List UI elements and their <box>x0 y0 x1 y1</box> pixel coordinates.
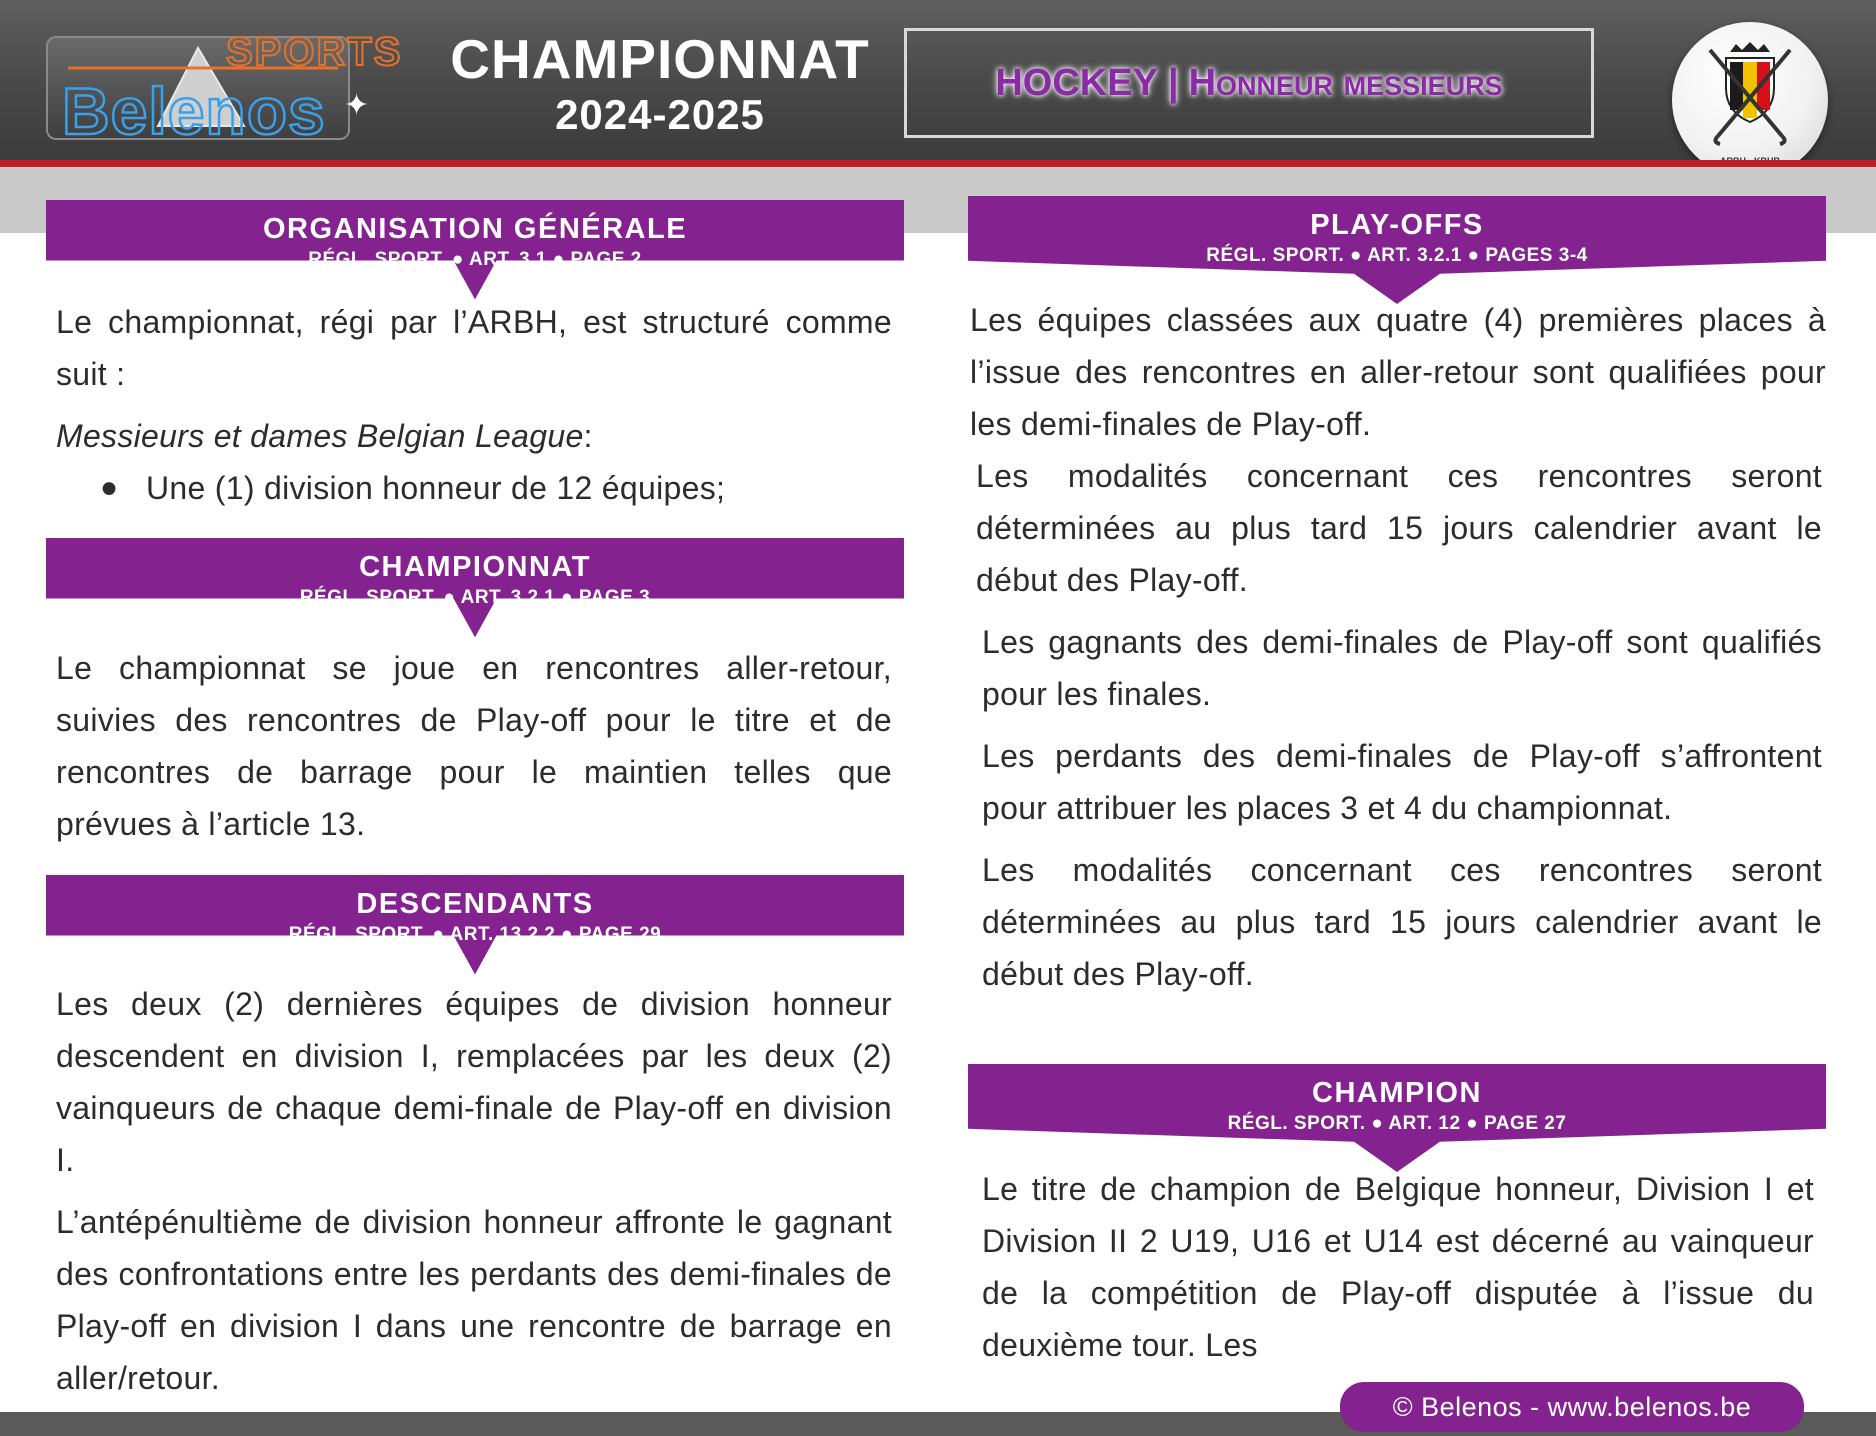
page-title: CHAMPIONNAT <box>450 28 870 90</box>
federation-crest-icon <box>1700 40 1800 160</box>
logo-brand-text: Belenos <box>62 74 326 148</box>
section-title: CHAMPION <box>1312 1077 1482 1109</box>
category-box <box>904 28 1594 138</box>
organisation-league-colon: : <box>583 418 593 454</box>
section-reference: RÉGL. SPORT. ● ART. 3.2.1 ● PAGE 3 <box>299 587 651 608</box>
champion-text: Le titre de champion de Belgique honneur, Division I et Division II 2 U19, U16 et U14 est décerné au vainqueur de la compétition de Play-off disputée à l’issue du deuxième tour. Les <box>982 1171 1814 1363</box>
banner-champion <box>968 1064 1826 1172</box>
playoffs-paragraph-4: Les perdants des demi-finales de Play-off s’affrontent pour attribuer les places 3 et 4 du championnat. <box>982 738 1822 826</box>
descendants-paragraph-1: Les deux (2) dernières équipes de division honneur descendent en division I, remplacées par les deux (2) vainqueurs de chaque demi-finale de Play-off en division I. <box>56 986 892 1178</box>
bullet-icon: ● <box>100 471 119 504</box>
organisation-intro: Le championnat, régi par l’ARBH, est structuré comme suit : <box>56 304 892 392</box>
logo-star-icon: ✦ <box>344 89 370 122</box>
header-red-stripe <box>0 160 1876 167</box>
page-header <box>0 0 1876 160</box>
section-reference: RÉGL. SPORT. ● ART. 3.1 ● PAGE 2 <box>308 249 642 270</box>
belenos-logo <box>46 28 426 148</box>
category-sport: HOCKEY <box>995 61 1158 104</box>
section-reference: RÉGL. SPORT. ● ART. 3.2.1 ● PAGES 3-4 <box>1206 245 1588 266</box>
banner-playoffs <box>968 196 1826 304</box>
organisation-bullet-text: Une (1) division honneur de 12 équipes; <box>146 470 726 506</box>
playoffs-paragraph-3: Les gagnants des demi-finales de Play-off sont qualifiés pour les finales. <box>982 624 1822 712</box>
season-label: 2024-2025 <box>555 91 765 138</box>
section-title: PLAY-OFFS <box>1310 209 1484 241</box>
banner-championnat <box>46 538 904 646</box>
descendants-paragraph-2: L’antépénultième de division honneur affronte le gagnant des confrontations entre les perdants des demi-finales de Play-off en division I dans une rencontre de barrage en aller/retour. <box>56 1204 892 1396</box>
organisation-league-line <box>56 410 892 462</box>
section-title: DESCENDANTS <box>356 888 594 920</box>
logo-sports-text: SPORTS <box>226 30 403 74</box>
playoffs-paragraph-5: Les modalités concernant ces rencontres seront déterminées au plus tard 15 jours calendrier avant le début des Play-off. <box>982 852 1822 992</box>
section-title: ORGANISATION GÉNÉRALE <box>262 213 688 245</box>
section-playoffs-body <box>970 294 1826 1010</box>
section-descendants-body <box>56 978 892 1414</box>
footer-copyright: © Belenos - www.belenos.be <box>1340 1382 1804 1432</box>
section-organisation-body <box>56 296 892 514</box>
section-title: CHAMPIONNAT <box>359 551 591 583</box>
federation-ball-logo <box>1672 22 1828 178</box>
category-separator: | <box>1167 61 1179 104</box>
section-reference: RÉGL. SPORT. ● ART. 13.2.2 ● PAGE 29 <box>288 924 662 945</box>
category-division: Honneur messieurs <box>1188 61 1503 104</box>
section-championnat-body <box>56 642 892 860</box>
section-reference: RÉGL. SPORT. ● ART. 12 ● PAGE 27 <box>1227 1113 1567 1134</box>
title-block <box>440 28 880 140</box>
playoffs-paragraph-2: Les modalités concernant ces rencontres seront déterminées au plus tard 15 jours calendrier avant le début des Play-off. <box>976 458 1822 598</box>
banner-descendants <box>46 875 904 983</box>
banner-organisation <box>46 200 904 308</box>
championnat-text: Le championnat se joue en rencontres aller-retour, suivies des rencontres de Play-off pour le titre et de rencontres de barrage pour le maintien telles que prévues à l’article 13. <box>56 650 892 842</box>
section-champion-body <box>982 1163 1814 1379</box>
playoffs-paragraph-1: Les équipes classées aux quatre (4) premières places à l’issue des rencontres en aller-retour sont qualifiées pour les demi-finales de Play-off. <box>970 302 1826 442</box>
organisation-league: Messieurs et dames Belgian League <box>56 418 584 454</box>
list-item <box>56 462 892 514</box>
